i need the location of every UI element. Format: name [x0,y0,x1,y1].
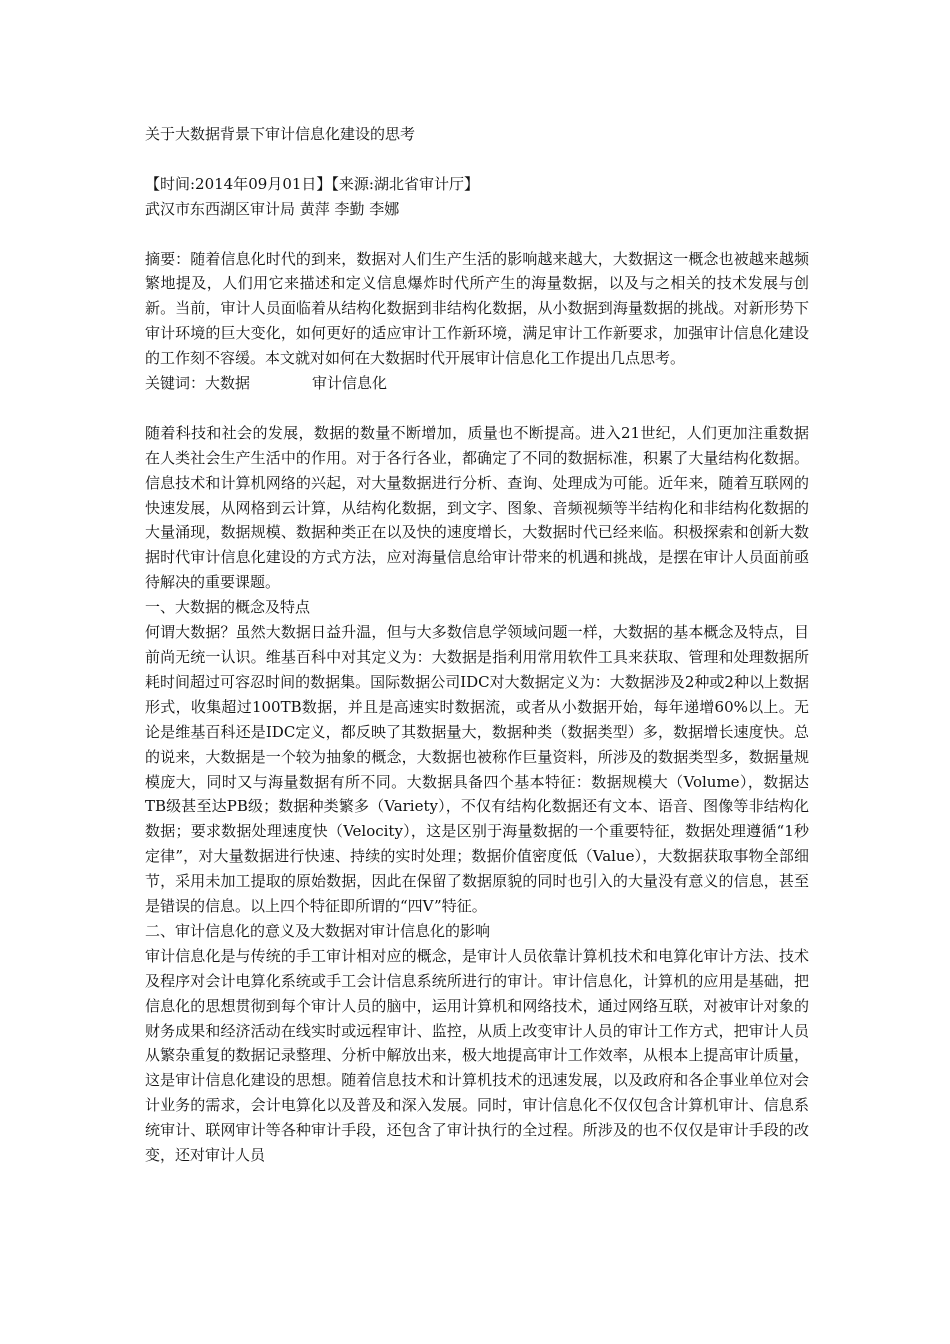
document-meta-line: 【时间:2014年09月01日】【来源:湖北省审计厅】 [145,174,479,193]
keyword-second: 审计信息化 [312,374,388,393]
section1-paragraph: 何谓大数据？虽然大数据日益升温，但与大多数信息学领域问题一样，大数据的基本概念及特点，目前尚无统一认识。维基百科中对其定义为：大数据是指利用常用软件工具来获取、管理和处理数据所耗时间超过可容忍时间的数据集。国际数据公司IDC对大数据定义为：大数据涉及2种或2种以上数据形式，收集超过100TB数据，并且是高速实时数据流，或者从小数据开始，每年递增60%以上。无论是维基百科还是IDC定义，都反映了其数据量大，数据种类（数据类型）多，数据增长速度快。总的说来，大数据是一个较为抽象的概念，大数据也被称作巨量资料，所涉及的数据类型多，数据量规模庞大，同时又与海量数据有所不同。大数据具备四个基本特征：数据规模大（Volume），数据达TB级甚至达PB级；数据种类繁多（Variety），不仅有结构化数据还有文本、语音、图像等非结构化数据；要求数据处理速度快（Velocity），这是区别于海量数据的一个重要特征，数据处理遵循“1秒定律”，对大量数据进行快速、持续的实时处理；数据价值密度低（Value），大数据获取事物全部细节，采用未加工提取的原始数据，因此在保留了数据原貌的同时也引入的大量没有意义的信息，甚至是错误的信息。以上四个特征即所谓的“四V”特征。 [145,623,809,916]
document-title: 关于大数据背景下审计信息化建设的思考 [145,125,416,143]
document-page [145,122,809,1168]
document-authors: 武汉市东西湖区审计局 黄萍 李勤 李娜 [145,199,400,218]
intro-paragraph: 随着科技和社会的发展，数据的数量不断增加，质量也不断提高。进入21世纪，人们更加注重数据在人类社会生产生活中的作用。对于各行各业，都确定了不同的数据标准，积累了大量结构化数据。信息技术和计算机网络的兴起，对大量数据进行分析、查询、处理成为可能。近年来，随着互联网的快速发展，从网格到云计算，从结构化数据，到文字、图象、音频视频等半结构化和非结构化数据的大量涌现，数据规模、数据种类正在以及快的速度增长，大数据时代已经来临。积极探索和创新大数据时代审计信息化建设的方式方法，应对海量信息给审计带来的机遇和挑战，是摆在审计人员面前亟待解决的重要课题。 [145,423,809,592]
section2-paragraph: 审计信息化是与传统的手工审计相对应的概念，是审计人员依靠计算机技术和电算化审计方法、技术及程序对会计电算化系统或手工会计信息系统所进行的审计。审计信息化，计算机的应用是基础，把信息化的思想贯彻到每个审计人员的脑中，运用计算机和网络技术，通过网络互联，对被审计对象的财务成果和经济活动在线实时或远程审计、监控，从质上改变审计人员的审计工作方式，把审计人员从繁杂重复的数据记录整理、分析中解放出来，极大地提高审计工作效率，从根本上提高审计质量，这是审计信息化建设的思想。随着信息技术和计算机技术的迅速发展，以及政府和各企事业单位对会计业务的需求，会计电算化以及普及和深入发展。同时，审计信息化不仅仅包含计算机审计、信息系统审计、联网审计等各种审计手段，还包含了审计执行的全过程。所涉及的也不仅仅是审计手段的改变，还对审计人员 [145,946,809,1165]
spacer [145,396,809,421]
spacer [145,222,809,247]
keywords-label: 关键词：大数据 [145,374,251,393]
keywords-line [145,371,809,396]
section2-heading: 二、审计信息化的意义及大数据对审计信息化的影响 [145,921,491,940]
spacer [145,147,809,172]
abstract-paragraph: 摘要：随着信息化时代的到来，数据对人们生产生活的影响越来越大，大数据这一概念也被越来越频繁地提及，人们用它来描述和定义信息爆炸时代所产生的海量数据，以及与之相关的技术发展与创新。当前，审计人员面临着从结构化数据到非结构化数据，从小数据到海量数据的挑战。对新形势下审计环境的巨大变化，如何更好的适应审计工作新环境，满足审计工作新要求，加强审计信息化建设的工作刻不容缓。本文就对如何在大数据时代开展审计信息化工作提出几点思考。 [145,249,809,368]
section1-heading: 一、大数据的概念及特点 [145,598,311,617]
